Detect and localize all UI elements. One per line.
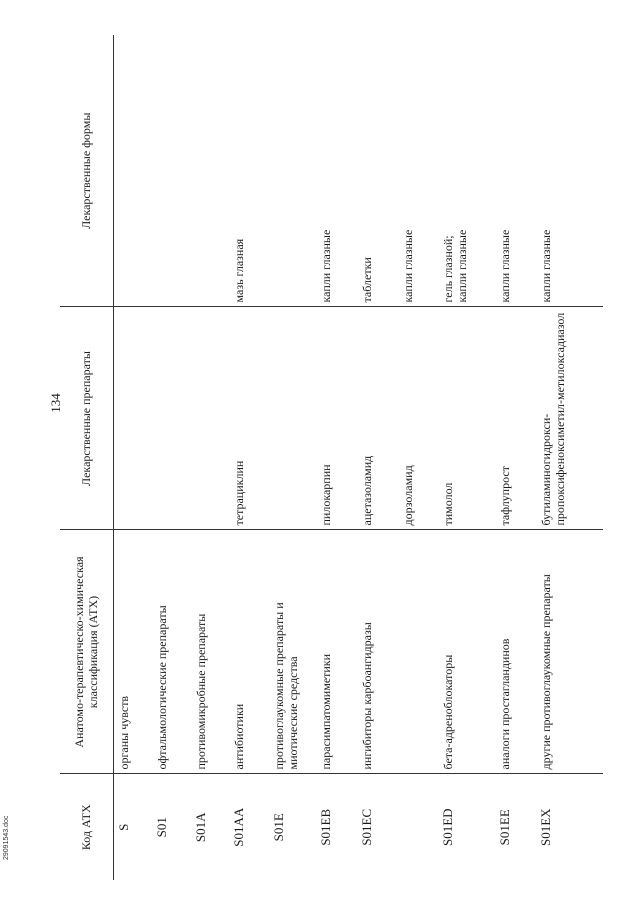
header-code: Код АТХ — [60, 774, 114, 880]
cell-code: S01EE — [497, 809, 512, 846]
cell-form — [152, 35, 191, 307]
table-row — [398, 35, 438, 880]
cell-form: капли глазные — [536, 35, 603, 307]
cell-code: S01 — [154, 817, 169, 838]
cell-form: капли глазные — [316, 35, 357, 307]
cell-code: S01ED — [440, 808, 455, 847]
cell-classification: органы чувств — [114, 530, 153, 774]
cell-drug: дорзоламид — [398, 307, 438, 530]
cell-code: S — [116, 823, 131, 831]
header-classification: Анатомо-терапевтическо-химическая классификация (АТХ) — [60, 530, 114, 774]
table-row — [114, 35, 153, 880]
table-row — [191, 35, 229, 880]
footer-filename: 29091543.doc — [3, 815, 10, 860]
cell-drug — [152, 307, 191, 530]
table-row — [357, 35, 398, 880]
cell-classification: антибиотики — [229, 530, 269, 774]
cell-classification: ингибиторы карбоангидразы — [357, 530, 398, 774]
cell-code: S01E — [271, 813, 286, 842]
cell-form — [269, 35, 316, 307]
cell-classification: противомикробные препараты — [191, 530, 229, 774]
cell-form — [114, 35, 153, 307]
table-row — [438, 35, 495, 880]
page-number: 134 — [48, 393, 63, 413]
cell-drug: тимолол — [438, 307, 495, 530]
cell-classification: другие противоглаукомные препараты — [536, 530, 603, 774]
table-row — [536, 35, 603, 880]
cell-drug — [114, 307, 153, 530]
header-forms: Лекарственные формы — [60, 35, 114, 307]
table-row — [152, 35, 191, 880]
cell-classification: офтальмологические препараты — [152, 530, 191, 774]
cell-code: S01EC — [359, 808, 374, 846]
cell-classification — [398, 530, 438, 774]
table-row — [269, 35, 316, 880]
cell-drug: ацетазоламид — [357, 307, 398, 530]
cell-form: таблетки — [357, 35, 398, 307]
cell-code: S01EB — [318, 808, 333, 846]
cell-form: гель глазной; капли глазные — [438, 35, 495, 307]
cell-classification: противоглаукомные препараты и миотические средства — [269, 530, 316, 774]
table-header-row — [60, 35, 114, 880]
header-drugs: Лекарственные препараты — [60, 307, 114, 530]
table-row — [316, 35, 357, 880]
cell-form: капли глазные — [495, 35, 536, 307]
cell-drug — [269, 307, 316, 530]
cell-drug — [191, 307, 229, 530]
table-row — [229, 35, 269, 880]
cell-classification: аналоги простагландинов — [495, 530, 536, 774]
cell-classification: парасимпатомиметики — [316, 530, 357, 774]
cell-drug: тафлупрост — [495, 307, 536, 530]
cell-drug: пилокарпин — [316, 307, 357, 530]
cell-form: мазь глазная — [229, 35, 269, 307]
table-row — [495, 35, 536, 880]
cell-drug: тетрациклин — [229, 307, 269, 530]
atc-table — [60, 35, 603, 880]
cell-drug: бутиламиногидрокси-пропоксифеноксиметил-метилоксадиазол — [536, 307, 603, 530]
cell-code — [398, 774, 438, 880]
cell-code: S01AA — [231, 807, 246, 847]
cell-code: S01A — [193, 812, 208, 843]
cell-classification: бета-адреноблокаторы — [438, 530, 495, 774]
rotated-table-area — [40, 35, 595, 880]
cell-code: S01EX — [538, 808, 553, 847]
cell-form: капли глазные — [398, 35, 438, 307]
cell-form — [191, 35, 229, 307]
